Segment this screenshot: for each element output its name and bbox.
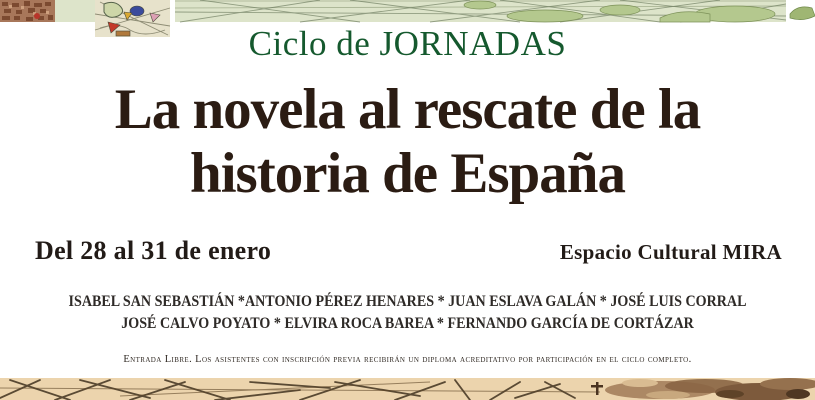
poster-title bbox=[0, 78, 815, 207]
speakers-list bbox=[49, 291, 766, 334]
poster-title-line2: historia de España bbox=[190, 142, 625, 206]
speakers-line1: ISABEL SAN SEBASTIÁN *ANTONIO PÉREZ HENARES * JUAN ESLAVA GALÁN * JOSÉ LUIS CORRAL bbox=[68, 293, 747, 310]
admission-footnote: Entrada Libre. Los asistentes con inscripción previa recibirán un diploma acreditativo por participación en el ciclo completo. bbox=[123, 354, 692, 365]
poster-title-line1: La novela al rescate de la bbox=[114, 78, 701, 141]
antique-map-strip-graphic bbox=[0, 378, 815, 400]
bottom-map-border bbox=[0, 378, 815, 400]
speakers-line2: JOSÉ CALVO POYATO * ELVIRA ROCA BAREA * FERNANDO GARCÍA DE CORTÁZAR bbox=[121, 314, 694, 332]
event-venue: Espacio Cultural MIRA bbox=[559, 240, 782, 264]
meta-row bbox=[35, 236, 782, 266]
series-kicker: Ciclo de JORNADAS bbox=[248, 24, 567, 63]
event-dates: Del 28 al 31 de enero bbox=[35, 236, 272, 265]
